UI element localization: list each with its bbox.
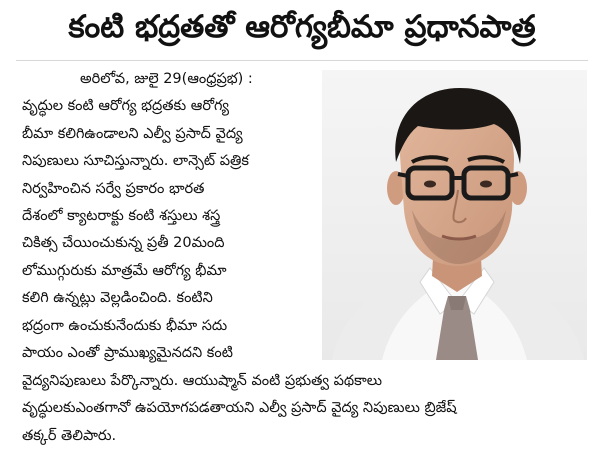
body-line: లోముగ్గురుకు మాత్రమే ఆరోగ్య భీమా (22, 262, 227, 279)
headline-divider (16, 60, 588, 61)
article-body-full-width (22, 368, 588, 450)
body-line: కలిగి ఉన్నట్లు వెల్లడించింది. కంటిని (22, 290, 213, 307)
headline: కంటి భద్రతతో ఆరోగ్యబీమా ప్రధానపాత్ర (68, 8, 536, 45)
body-line: వృద్ధుల కంటి ఆరోగ్య భద్రతకు ఆరోగ్య (22, 98, 229, 115)
body-line: నిపుణులు సూచిస్తున్నారు. లాన్సెట్ పత్రిక (22, 153, 249, 170)
portrait-illustration (322, 70, 587, 360)
body-line: భద్రంగా ఉంచుకునేందుకు భీమా సదు (22, 317, 228, 334)
body-line: తక్కర్ తెలిపారు. (22, 427, 117, 444)
doctor-portrait-photo (322, 70, 587, 360)
body-line: వైద్యనిపుణులు పేర్కొన్నారు. ఆయుష్మాన్ వంటి ప్రభుత్వ పథకాలు (22, 373, 382, 389)
body-line: దేశంలో క్యాటరాక్టు కంటి శస్తులు శస్త్ర (22, 207, 221, 224)
dateline: అరిలోవ, జులై 29(ఆంధ్రప్రభ) : (80, 71, 253, 87)
body-line: చికిత్స చేయించుకున్న ప్రతీ 20మంది (22, 235, 225, 252)
body-line: పాయం ఎంతో ప్రాముఖ్యమైనదని కంటి (22, 344, 233, 361)
article-body-column (22, 66, 318, 367)
body-line: బీమా కలిగిఉండాలని ఎల్వీ ప్రసాద్ వైద్య (22, 125, 243, 142)
body-line: వృద్ధులకుఎంతగానో ఉపయోగపడతాయని ఎల్వీ ప్రసాద్ వైద్య నిపుణులు బ్రిజేష్ (22, 400, 457, 417)
body-line: నిర్వహించిన సర్వే ప్రకారం భారత (22, 180, 205, 197)
